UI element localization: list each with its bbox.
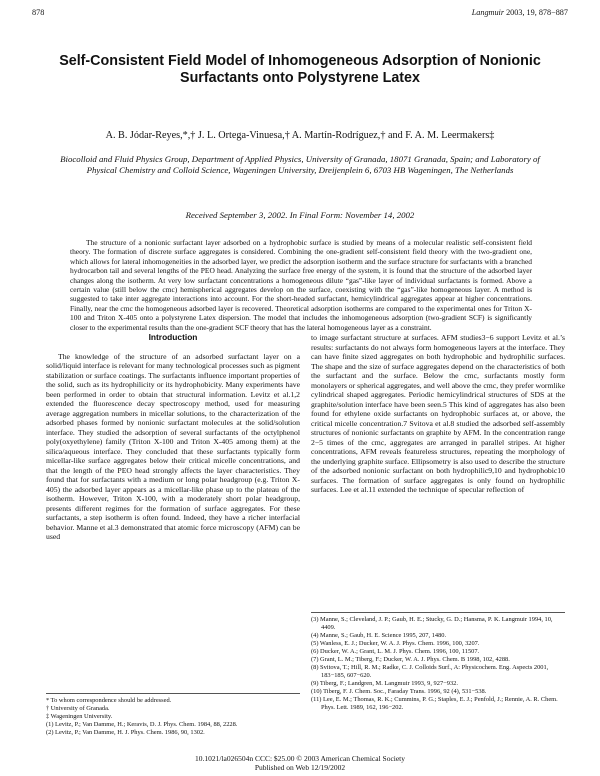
authors: A. B. Jódar-Reyes,*,† J. L. Ortega-Vinuesa,† A. Martín-Rodríguez,† and F. A. M. Leermakers‡ <box>105 130 495 141</box>
section-heading-introduction: Introduction <box>148 332 198 342</box>
abstract: The structure of a nonionic surfactant layer adsorbed on a hydrophobic surface is studied by means of a molecular realistic self-consistent field theory. The formation of discrete surface aggregates is considered. Combining the one-gradient self-consistent field theory with the two-gradient one, which allows for lateral inhomogeneities in the adsorbed layer, we predict the adsorption isotherm and the surface structure for surfactants with a branched hydrocarbon tail and several lengths of the PEO head. Analyzing the surface free energy of the system, it is found that the structure of the adsorbed layer changes along the isotherm. At very low surfactant concentrations a homogeneous dilute “gas”-like layer of individual surfactants is formed. Above a certain value (still below the cmc) hemispherical aggregates develop on the surface, coexisting with the “gas”-like homogeneous layer. A method is suggested to take inter aggregate interactions into account. For the short-headed surfactant, hemicylindrical aggregates appear at higher concentrations. Finally, near the cmc the homogeneous adsorbed layer is recovered. Theoretical adsorption isotherms are compared to the experimental ones for Triton X-100 and Triton X-405 onto a polystyrene Latex dispersion. The model that includes the inhomogeneous adsorption (two-gradient SCF) is significantly closer to the experimental results than the one-gradient SCF theory that has the lateral homogeneous layer as a constraint. <box>70 238 532 332</box>
running-header <box>32 8 568 20</box>
reference: (10) Tiberg, F. J. Chem. Soc., Faraday Trans. 1996, 92 (4), 531−538. <box>311 688 487 695</box>
page-number: 878 <box>32 8 45 17</box>
reference: (6) Ducker, W. A.; Grant, L. M. J. Phys. Chem. 1996, 100, 11507. <box>311 648 480 655</box>
footnote: † University of Granada. <box>46 705 110 712</box>
article-title: Self-Consistent Field Model of Inhomogeneous Adsorption of Nonionic Surfactants onto Polystyrene Latex <box>59 53 541 86</box>
footnote: ‡ Wageningen University. <box>46 713 113 720</box>
reference: (1) Levitz, P.; Van Damme, H.; Keravis, D. J. Phys. Chem. 1984, 88, 2228. <box>46 721 238 728</box>
reference: (7) Grant, L. M.; Tiberg, F.; Ducker, W. A. J. Phys. Chem. B 1998, 102, 4288. <box>311 656 510 663</box>
page-footer <box>0 755 600 773</box>
footnotes-left <box>46 693 300 737</box>
reference: (3) Manne, S.; Cleveland, J. P.; Gaub, H. E.; Stucky, G. D.; Hansma, P. K. Langmuir 1994, 10, 4409. <box>311 616 553 631</box>
right-column <box>311 333 565 495</box>
paragraph: to image surfactant structure at surfaces. AFM studies3−6 support Levitz et al.’s results: surfactants do not always form homogeneous layers at the interface. They can have finite sized aggregates on both hydrophobic and hydrophilic surfaces. The shape and the size of surface aggregates depend on the characteristics of both the surfactant and the surface. Below the cmc, surfactants mostly form monolayers or spherical aggregates, and well above the cmc, they prefer wormlike cylindrical shaped aggregates. Periodic hemicylindrical structures of SDS at the graphite/solution interface have been seen.5 This kind of aggregates has also been found for ethylene oxide surfactants on hydrophobic surfaces at, or above, the critical micelle concentration.7 Svitova et al.8 studied the adsorbed self-assembly structures of nonionic surfactants on graphite by AFM. In the concentration range 2−5 times of the cmc, aggregates are arranged in parallel stripes. At higher concentrations, AFM reveals featureless structures, repeating the morphology of the underlying graphite surface. Ellipsometry is also used to describe the structure of the adsorbed nonionic surfactant on both hydrophilic9,10 and hydrophobic10 surfaces. The formation of surface aggregates is only found on hydrophilic surfaces. Lee et al.11 extended the technique of specular reflection of <box>311 333 565 494</box>
reference: (5) Wanless, E. J.; Ducker, W. A. J. Phys. Chem. 1996, 100, 3207. <box>311 640 480 647</box>
citation: 2003, 19, 878−887 <box>506 8 568 17</box>
doi-line: 10.1021/la026504n CCC: $25.00 © 2003 American Chemical Society <box>194 754 406 763</box>
published-date: Published on Web 12/19/2002 <box>254 762 346 772</box>
journal-citation <box>472 8 568 17</box>
journal-name: Langmuir <box>471 8 505 17</box>
received-dates: Received September 3, 2002. In Final Form: November 14, 2002 <box>185 210 415 220</box>
footnote: * To whom correspondence should be addressed. <box>46 697 172 704</box>
affiliation: Biocolloid and Fluid Physics Group, Department of Applied Physics, University of Granada, 18071 Granada, Spain; and Laboratory of Physical Chemistry and Colloid Science, Wageningen University, Dreijenplein 6, 6703 HB Wageningen, The Netherlands <box>60 154 540 176</box>
reference: (8) Svitova, T.; Hill, R. M.; Radke, C. J. Colloids Surf., A: Physicochem. Eng. Aspects 2001, 183−185, 607−620. <box>311 664 549 679</box>
reference: (4) Manne, S.; Gaub, H. E. Science 1995, 207, 1480. <box>311 632 447 639</box>
paragraph: The knowledge of the structure of an adsorbed surfactant layer on a solid/liquid interface is relevant for many technological processes such as pigment stabilization or surface coatings. The surfactants influence important properties of the solid, such as its hydrophilicity or its hydrophobicity. Many experiments have been performed in order to obtain that structural information. Levitz et al.1,2 extended the fluorescence decay spectroscopy method, used for measuring average aggregation numbers in micellar solutions, to the characterization of the adsorbed phases formed by nonionic surfactant molecules at the solid/solution interface. They studied the adsorption of several surfactants of the octylphenol poly(oxyethylene) family (Triton X-100 and Triton X-405 among them) at the silica/aqueous interface. They concluded that these surfactants typically form micellar-like surface aggregates below their critical micelle concentrations, and that the length of the PEO head strongly affects the layer characteristics. They found that for surfactants with a medium or long polar headgroup (e.g. Triton X-405) the adsorbed layer appears as a micellar-like phase up to the plateau of the isotherm. However, Triton X-100, with a moderately short polar headgroup, presents different regimes for the formation of surface aggregates. For these surfactants, a step isotherm is often found. Indeed, they have a richer interfacial behavior. Manne et al.3 demonstrated that atomic force microscopy (AFM) can be used <box>46 351 300 541</box>
reference: (2) Levitz, P.; Van Damme, H. J. Phys. Chem. 1986, 90, 1302. <box>46 729 205 736</box>
reference: (9) Tiberg, F.; Landgren, M. Langmuir 1993, 9, 927−932. <box>311 680 458 687</box>
left-column <box>46 333 300 542</box>
reference: (11) Lee, E. M.; Thomas, R. K.; Cummins, P. G.; Staples, E. J.; Penfold, J.; Rennie, A. R. Chem. Phys. Lett. 1989, 162, 196−202. <box>311 696 558 711</box>
footnotes-right <box>311 612 565 712</box>
